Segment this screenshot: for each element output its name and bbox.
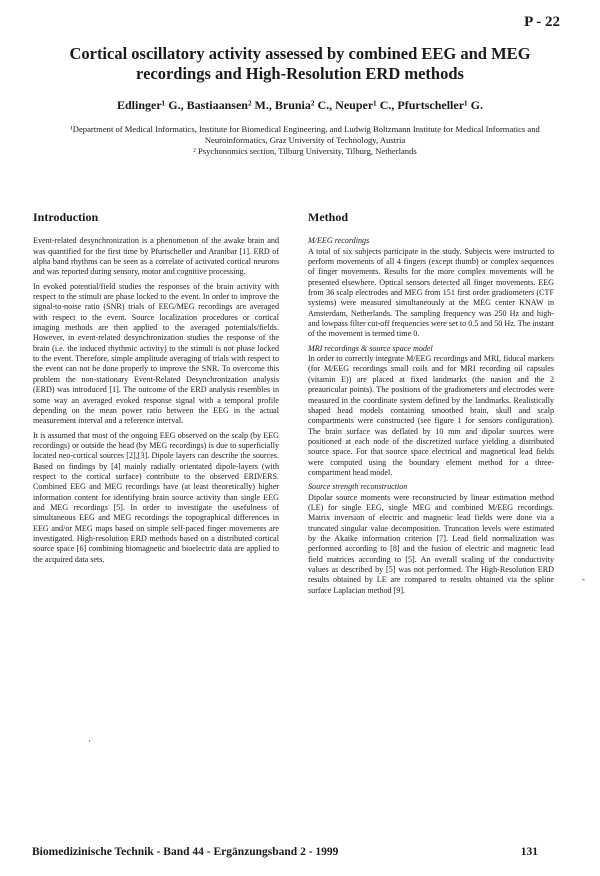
affiliations: [40, 124, 570, 157]
page-id: P - 22: [524, 14, 560, 30]
intro-paragraph: Event-related desynchronization is a phenomenon of the awake brain and was quantified for the first time by Pfurtscheller and Aranibar [1]. ERD of alpha band rhythms can be seen as a correlate of activated cortical neurons and was reported during sensory, motor and cognitive processing.: [33, 236, 279, 277]
subheading-meeg: M/EEG recordings: [308, 236, 370, 246]
intro-paragraph: It is assumed that most of the ongoing EEG observed on the scalp (by EEG recordings) or outside the head (by MEG recordings) is due to superficially located neo-cortical sources [2],[3]. Dipole layers can describe the sources. Based on findings by [4] mainly radially orientated dipole-layers (with respect to the cortical surface) contribute to the observed ERD/ERS. Combined EEG and MEG recordings have (at least theoretically) higher information content for identifying brain source activity than single EEG and MEG recordings [5]. In order to investigate the usefulness of simultaneous EEG and MEG recordings the topographical differences in EEG and/or MEG maps based on simple self-paced finger movements are investigated. High-resolution ERD methods based on a distributed cortical source space [6] combining biomagnetic and bioelectric data are applied to the acquired data sets.: [33, 430, 279, 564]
margin-dash-mark: -: [582, 574, 585, 584]
introduction-heading: Introduction: [33, 210, 99, 224]
paper-title: Cortical oscillatory activity assessed by combined EEG and MEG recordings and High-Resolution ERD methods: [69, 44, 531, 83]
method-column: [308, 212, 554, 600]
subheading-mri: MRI recordings & source space model: [308, 343, 433, 353]
method-heading: Method: [308, 210, 348, 224]
page-number: 131: [520, 846, 538, 858]
method-paragraph: In order to correctly integrate M/EEG recordings and MRI, fiducal markers (for M/EEG recordings small coils and for MRI recording oil capsules (vitamin E)) are placed at fixed landmarks (the nasion and the 2 preauricular points). The positions of the gradiometers and electrodes were measured in the coordinate system defined by the landmarks. Realistically shaped head models containing smoothed brain, skull and scalp compartments were constructed (see figure 1 for sensors configuration). The brain surface was deflated by 10 mm and dipolar sources were positioned at each node of the discretized surface yielding a distributed source space. For that source space electrical and magnetical lead fields were computed using the boundary element method for a three-compartment head model.: [308, 354, 554, 477]
method-paragraph: A total of six subjects participate in the study. Subjects were instructed to perform movements of all 4 fingers (except thumb) or complex sequences of finger movements. Results for the more complex movements will be presented elsewhere. Optical sensors detected all finger movements. EEG from 36 scalp electrodes and MEG from 151 first order gradiometers (CTF systems) were measured simultaneously at the MEG center KNAW in Amsterdam, Netherlands. The sampling frequency was 250 Hz and high- and lowpass filter cut-off frequencies were set to 0.5 and 50 Hz. The instant of the movement is termed time 0.: [308, 246, 554, 339]
intro-paragraph: In evoked potential/field studies the responses of the brain activity with respect to the stimuli are phase locked to the event. In order to improve the signal-to-noise ratio (SNR) trials of EEG/MEG recordings are averaged with respect to the event. Source localization procedures or cortical imaging methods are then applied to the averaged potentials/fields. However, in event-related desynchronization studies the response of the brain (i.e. the induced rhythmic activity) to the stimuli is not phase locked to the event. Therefore, simple amplitude averaging of trials with respect to the event can not be done properly to improve the SNR. To overcome this problem the non-stationary Event-Related Desynchronization analysis (ERD) was introduced [1]. The outcome of the ERD analysis resembles in some way an averaged evoked response signal with a temporal profile depending on the mean power ratio between the EEG in the actual measurement interval and a reference interval.: [33, 281, 279, 426]
method-paragraph: Dipolar source moments were reconstructed by linear estimation method (LE) for single EEG, single MEG and combined M/EEG recordings. Matrix inversion of electric and magnetic lead fields were done via a truncated singular value decomposition. Truncation levels were estimated by the Akaike information criterion [7]. Lead field normalization was performed according to [8] and the fusion of electric and magnetic lead field matrices according to [5]. An overall scaling of the conductivity values as described by [5] was not performed. The High-Resolution ERD results obtained by LE are compared to results obtained via the spline surface Laplacian method [9].: [308, 492, 554, 595]
journal-footer: Biomedizinische Technik - Band 44 - Ergänzungsband 2 - 1999: [32, 846, 339, 858]
affiliation-2: ² Psychonomics section, Tilburg University, Tilburg, Netherlands: [193, 146, 417, 156]
subheading-source-strength: Source strength reconstruction: [308, 482, 408, 492]
affiliation-1: ¹Department of Medical Informatics, Institute for Biomedical Engineering, and Ludwig Boltzmann Institute for Medical Informatics and Neuroinformatics, Graz University of Technology, Austria: [70, 124, 540, 145]
margin-dot-mark: ·: [88, 736, 91, 746]
author-list: Edlinger¹ G., Bastiaansen² M., Brunia² C., Neuper¹ C., Pfurtscheller¹ G.: [117, 98, 483, 112]
introduction-column: [33, 212, 279, 569]
